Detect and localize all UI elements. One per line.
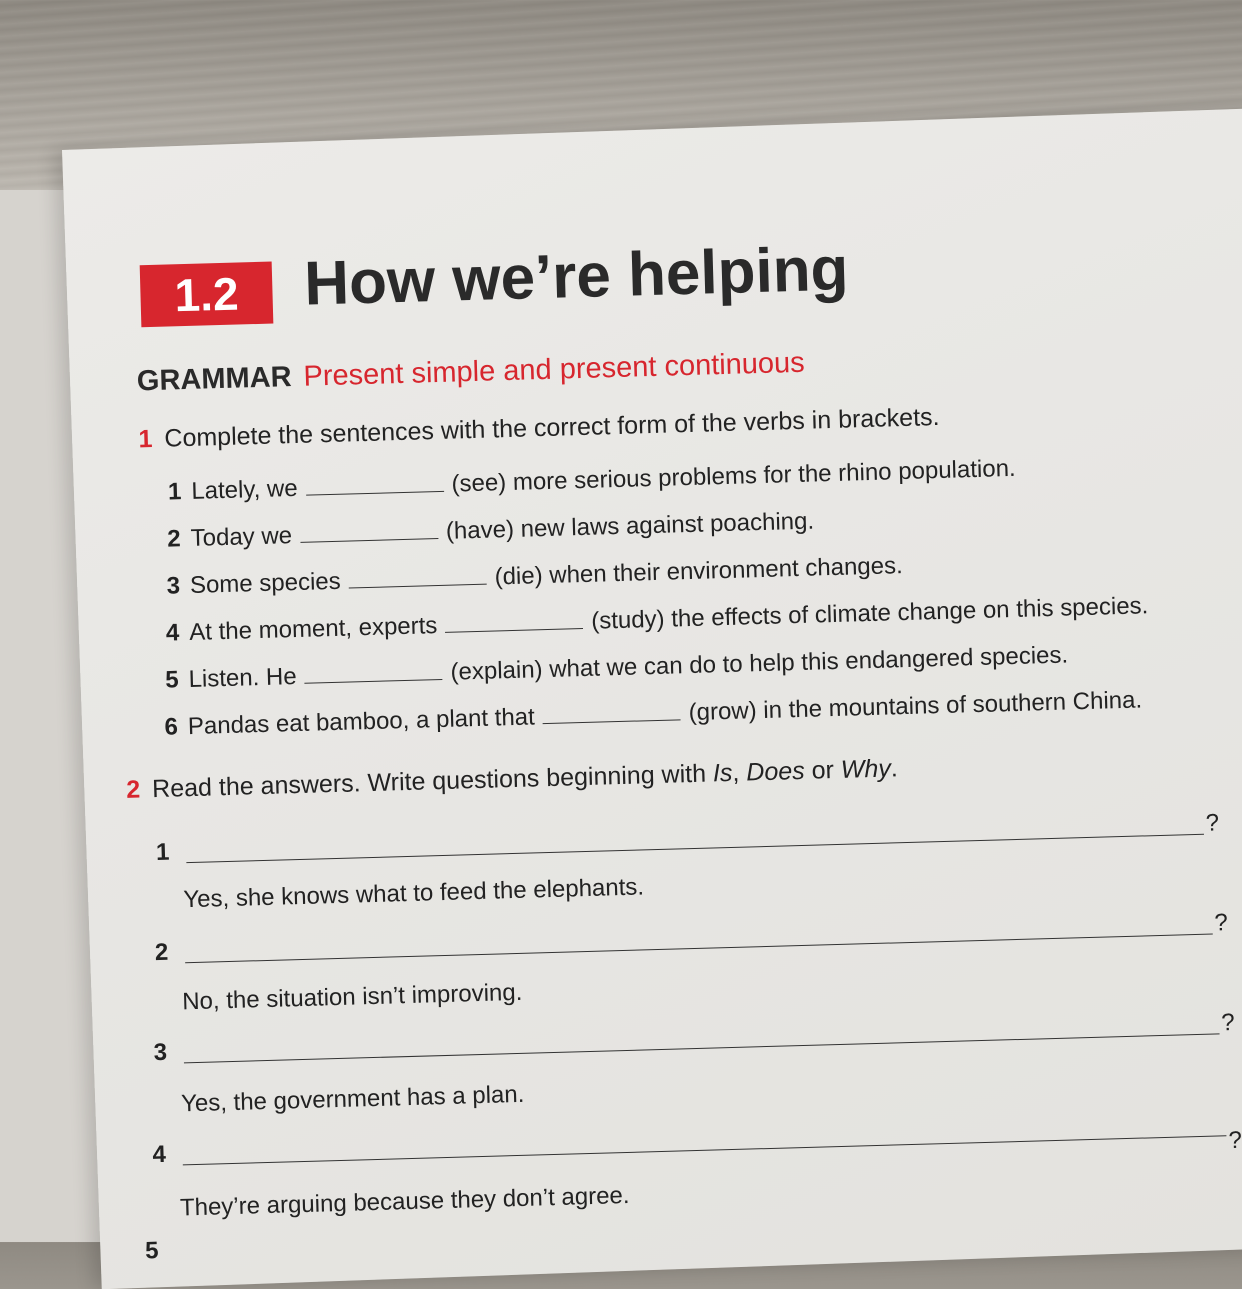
item-verb: (study) bbox=[590, 605, 665, 635]
exercise-1-item bbox=[168, 455, 1016, 507]
exercise-2-heading bbox=[126, 754, 898, 805]
grammar-label: GRAMMAR bbox=[136, 361, 292, 398]
separator: or bbox=[804, 755, 842, 785]
item-verb: (grow) bbox=[688, 697, 758, 727]
question-answer-line[interactable] bbox=[184, 1033, 1220, 1063]
question-mark: ? bbox=[1228, 1126, 1242, 1155]
question-mark: ? bbox=[1214, 909, 1229, 937]
separator: , bbox=[732, 758, 747, 787]
exercise-1-item bbox=[166, 552, 903, 601]
item-text-before: Listen. He bbox=[188, 663, 298, 694]
exercise-1-item bbox=[166, 592, 1149, 647]
grammar-heading bbox=[136, 347, 805, 399]
item-text-after: when their environment changes. bbox=[548, 552, 904, 589]
exercise-1-item bbox=[167, 508, 815, 554]
exercise-1-number: 1 bbox=[138, 424, 153, 454]
item-text-after: more serious problems for the rhino population. bbox=[512, 454, 1017, 496]
unit-number-badge: 1.2 bbox=[140, 262, 274, 328]
question-mark: ? bbox=[1220, 1008, 1235, 1037]
grammar-topic: Present simple and present continuous bbox=[303, 346, 806, 393]
keyword-is: Is bbox=[712, 758, 733, 788]
answer-blank[interactable] bbox=[349, 583, 487, 589]
item-text-before: Today we bbox=[190, 522, 293, 552]
item-text-after: what we can do to help this endangered species. bbox=[548, 641, 1069, 683]
item-text-after: new laws against poaching. bbox=[520, 507, 815, 543]
given-answer: They’re arguing because they don’t agree. bbox=[179, 1181, 630, 1222]
exercise-2-instruction: Read the answers. Write questions beginning with bbox=[151, 759, 714, 804]
answer-blank[interactable] bbox=[543, 718, 681, 724]
item-text-before: Pandas eat bamboo, a plant that bbox=[187, 703, 536, 741]
question-answer-line[interactable] bbox=[186, 834, 1204, 863]
item-text-before: At the moment, experts bbox=[188, 612, 438, 646]
given-answer: Yes, she knows what to feed the elephants. bbox=[183, 873, 645, 914]
item-number: 5 bbox=[164, 666, 180, 694]
item-verb: (see) bbox=[451, 469, 507, 498]
item-number: 2 bbox=[166, 525, 182, 553]
item-number: 4 bbox=[165, 619, 180, 647]
question-row bbox=[154, 909, 1229, 969]
question-answer-line[interactable] bbox=[183, 1135, 1227, 1165]
next-question-number: 5 bbox=[144, 1237, 159, 1265]
item-text-after: the effects of climate change on this species. bbox=[670, 592, 1149, 633]
question-row bbox=[152, 1111, 1242, 1171]
question-number: 4 bbox=[152, 1140, 167, 1169]
item-text-after: in the mountains of southern China. bbox=[762, 686, 1143, 724]
item-number: 3 bbox=[166, 572, 181, 600]
item-number: 1 bbox=[167, 478, 182, 506]
answer-blank[interactable] bbox=[445, 627, 583, 633]
item-number: 6 bbox=[164, 713, 179, 741]
exercise-2-number: 2 bbox=[125, 775, 141, 804]
question-mark: ? bbox=[1205, 809, 1220, 837]
item-text-before: Lately, we bbox=[190, 474, 298, 505]
given-answer: Yes, the government has a plan. bbox=[180, 1080, 525, 1118]
question-answer-line[interactable] bbox=[185, 934, 1213, 964]
question-number: 3 bbox=[153, 1038, 168, 1067]
given-answer: No, the situation isn’t improving. bbox=[181, 978, 523, 1016]
keyword-does: Does bbox=[745, 756, 806, 787]
exercise-1-item bbox=[164, 686, 1142, 741]
answer-blank[interactable] bbox=[306, 490, 444, 496]
item-verb: (have) bbox=[445, 515, 515, 545]
separator: . bbox=[890, 754, 899, 783]
question-number: 2 bbox=[154, 938, 169, 967]
question-row bbox=[153, 1008, 1235, 1069]
question-row bbox=[155, 809, 1220, 869]
item-verb: (die) bbox=[494, 562, 543, 591]
unit-title: How we’re helping bbox=[303, 234, 850, 319]
exercise-1-item bbox=[165, 641, 1069, 694]
exercise-1-heading bbox=[138, 403, 940, 454]
item-verb: (explain) bbox=[450, 656, 543, 686]
keyword-why: Why bbox=[840, 754, 892, 784]
item-text-before: Some species bbox=[189, 567, 342, 599]
answer-blank[interactable] bbox=[300, 537, 438, 543]
question-number: 1 bbox=[155, 838, 170, 867]
exercise-1-instruction: Complete the sentences with the correct form of the verbs in brackets. bbox=[164, 402, 940, 453]
answer-blank[interactable] bbox=[305, 678, 443, 684]
